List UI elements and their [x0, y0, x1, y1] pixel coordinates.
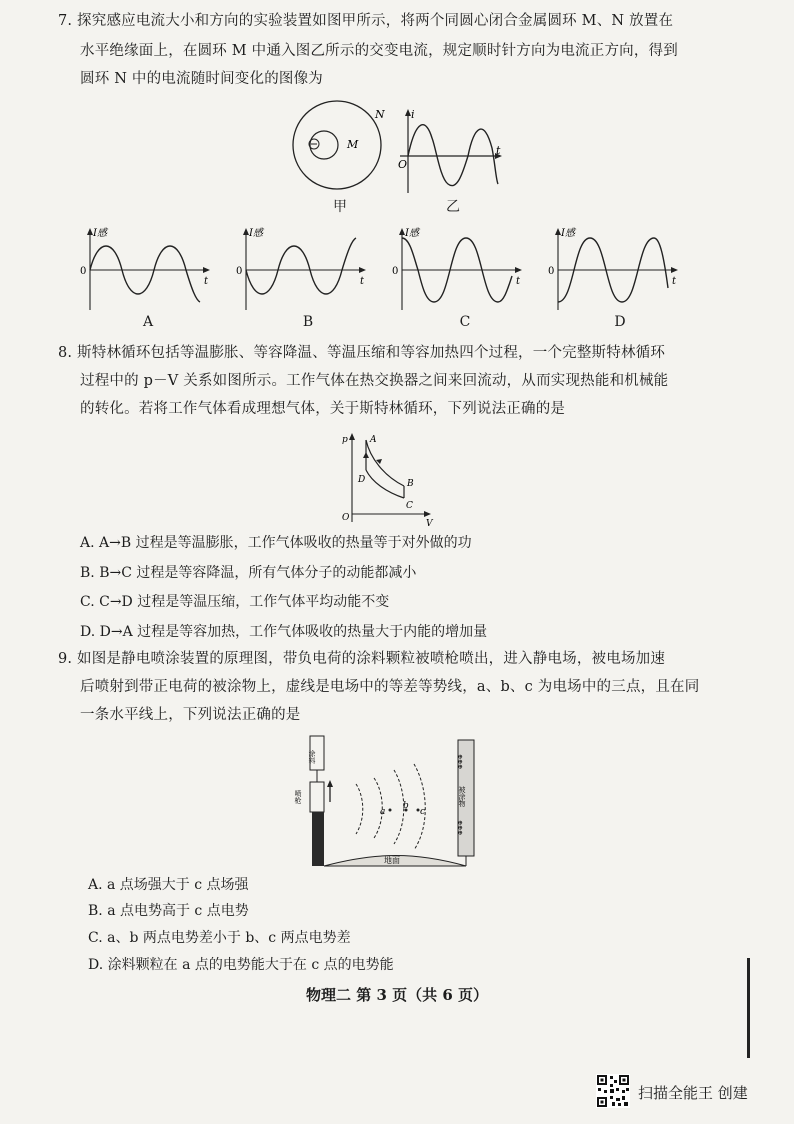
- svg-text:喷枪: 喷枪: [294, 790, 302, 804]
- svg-text:0: 0: [236, 266, 243, 277]
- svg-text:0: 0: [80, 266, 87, 277]
- page-footer: 物理二 第 3 页（共 6 页）: [306, 986, 488, 1004]
- graph-c: [392, 228, 522, 313]
- svg-text:c: c: [420, 807, 426, 817]
- gun-box: [310, 782, 324, 812]
- graph-letter-c: C: [459, 314, 471, 330]
- yi-sine-wave: [408, 125, 498, 186]
- scan-edge-line: [747, 958, 750, 1058]
- svg-text:a: a: [380, 807, 386, 817]
- q9-option-c: C. a、b 两点电势差小于 b、c 两点电势差: [88, 930, 351, 946]
- svg-text:t: t: [672, 276, 677, 287]
- svg-text:t: t: [516, 276, 521, 287]
- svg-text:I感: I感: [249, 228, 263, 239]
- q8-option-b: B. B→C 过程是等容降温，所有气体分子的动能都减小: [80, 565, 417, 581]
- svg-text:b: b: [403, 801, 409, 811]
- q7-line-3: 圆环 N 中的电流随时间变化的图像为: [80, 71, 324, 87]
- svg-text:p: p: [342, 435, 348, 445]
- scanner-label: 扫描全能王 创建: [638, 1084, 748, 1102]
- svg-text:D: D: [358, 475, 366, 485]
- svg-text:0: 0: [548, 266, 555, 277]
- q8-option-c: C. C→D 过程是等温压缩，工作气体平均动能不变: [80, 594, 390, 610]
- graph-b: [236, 228, 366, 313]
- svg-text:t: t: [204, 276, 209, 287]
- yi-label-i: i: [411, 108, 415, 121]
- graph-letter-a: A: [142, 314, 154, 330]
- q8-line-1: 8. 斯特林循环包括等温膨胀、等容降温、等温压缩和等容加热四个过程，一个完整斯特林循环: [58, 345, 666, 361]
- svg-text:I感: I感: [561, 228, 575, 239]
- q8-option-d: D. D→A 过程是等容加热，工作气体吸收的热量大于内能的增加量: [80, 624, 488, 640]
- yi-label-t: t: [496, 144, 501, 157]
- svg-text:被涂物: 被涂物: [458, 786, 466, 807]
- svg-text:⊕⊕⊕: ⊕⊕⊕: [456, 754, 464, 770]
- q7-line-2: 水平绝缘面上，在圆环 M 中通入图乙所示的交变电流，规定顺时针方向为电流正方向，得到: [80, 43, 678, 59]
- qr-code-icon: [596, 1074, 630, 1108]
- q7-line-1: 7. 探究感应电流大小和方向的实验装置如图甲所示，将两个同圆心闭合金属圆环 M、N 放置在: [58, 13, 674, 29]
- label-N: N: [375, 108, 385, 121]
- svg-text:I感: I感: [93, 228, 107, 239]
- graph-letter-d: D: [614, 314, 626, 330]
- q9-line-2: 后喷射到带正电荷的被涂物上，虚线是电场中的等差等势线，a、b、c 为电场中的三点，且在同: [80, 679, 700, 695]
- q9-option-d: D. 涂料颗粒在 a 点的电势能大于在 c 点的电势能: [88, 957, 394, 973]
- caption-jia: 甲: [333, 199, 347, 215]
- cycle-bottom-isotherm: [366, 470, 404, 498]
- svg-text:C: C: [406, 501, 413, 511]
- figure-yi-current-graph: [396, 108, 506, 200]
- svg-text:O: O: [342, 513, 350, 523]
- scanner-watermark: [596, 1074, 786, 1114]
- pv-diagram: [340, 430, 440, 530]
- graph-a: [80, 228, 210, 313]
- gun-handle: [312, 812, 324, 866]
- svg-text:涂料: 涂料: [308, 750, 316, 764]
- spray-diagram: [294, 734, 496, 874]
- figure-jia-rings: [292, 100, 385, 190]
- q9-option-a: A. a 点场强大于 c 点场强: [88, 877, 249, 893]
- q9-option-b: B. a 点电势高于 c 点电势: [88, 903, 249, 919]
- svg-text:0: 0: [392, 266, 399, 277]
- q8-option-a: A. A→B 过程是等温膨胀，工作气体吸收的热量等于对外做的功: [80, 535, 472, 551]
- q9-line-1: 9. 如图是静电喷涂装置的原理图，带负电荷的涂料颗粒被喷枪喷出，进入静电场，被电场加速: [58, 651, 666, 667]
- caption-yi: 乙: [446, 199, 460, 215]
- yi-label-O: O: [398, 158, 408, 171]
- q8-line-2: 过程中的 p－V 关系如图所示。工作气体在热交换器之间来回流动，从而实现热能和机械能: [80, 373, 669, 389]
- svg-text:t: t: [360, 276, 365, 287]
- svg-text:B: B: [407, 479, 414, 489]
- svg-text:地面: 地面: [384, 856, 400, 865]
- graph-letter-b: B: [302, 314, 314, 330]
- q8-line-3: 的转化。若将工作气体看成理想气体，关于斯特林循环，下列说法正确的是: [80, 401, 566, 417]
- svg-text:I感: I感: [405, 228, 419, 239]
- label-M: M: [347, 138, 359, 151]
- svg-text:A: A: [370, 435, 377, 445]
- svg-text:V: V: [426, 519, 433, 529]
- svg-text:⊕⊕⊕: ⊕⊕⊕: [456, 820, 464, 836]
- q9-line-3: 一条水平线上，下列说法正确的是: [80, 707, 301, 723]
- graph-d: [548, 228, 678, 313]
